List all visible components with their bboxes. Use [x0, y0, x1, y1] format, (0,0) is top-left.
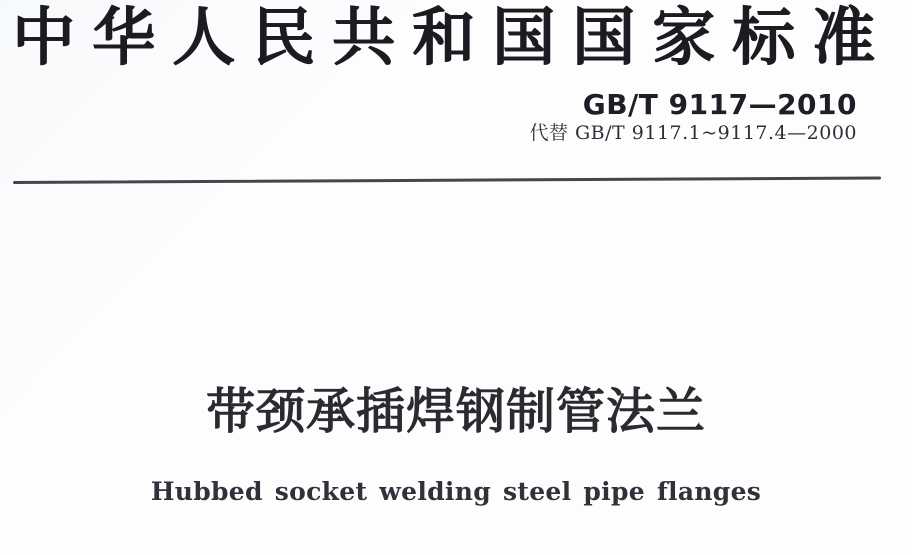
replaces-note: 代替 GB/T 9117.1~9117.4—2000	[529, 121, 857, 144]
standard-code: GB/T 9117—2010	[582, 88, 857, 121]
divider-rule	[13, 176, 881, 184]
document-title-chinese: 带颈承插焊钢制管法兰	[205, 383, 706, 440]
national-standard-title: 中华人民共和国国家标准	[12, 0, 892, 74]
document-title-english: Hubbed socket welding steel pipe flanges	[150, 477, 762, 506]
standard-code-block	[529, 90, 857, 145]
